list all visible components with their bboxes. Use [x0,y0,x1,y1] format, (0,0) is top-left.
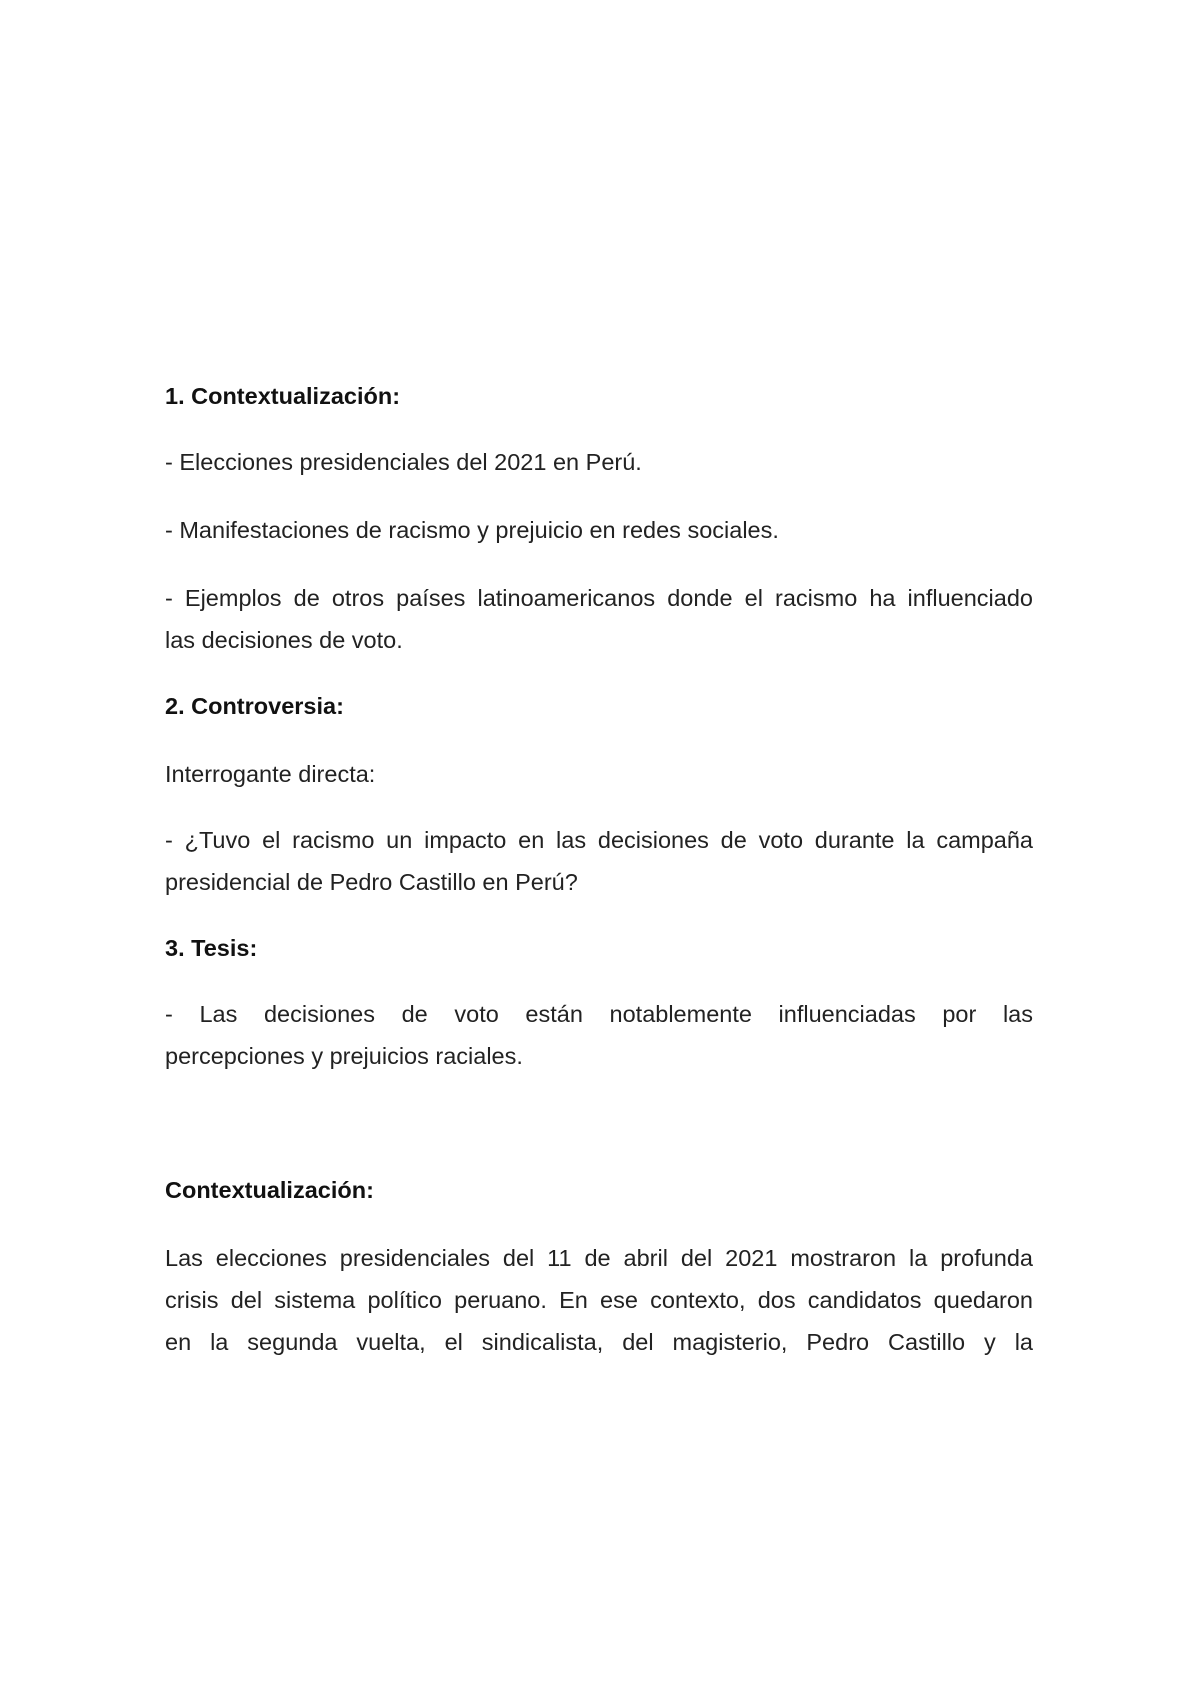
section-heading-contextualizacion: 1. Contextualización: [165,383,401,409]
bullet-ejemplos: - Ejemplos de otros países latinoamericanos donde el racismo ha influenciado [165,585,1033,611]
bullet-elecciones: - Elecciones presidenciales del 2021 en Perú. [165,449,642,475]
subheading-interrogante: Interrogante directa: [165,761,376,787]
paragraph-line-3: en la segunda vuelta, el sindicalista, del magisterio, Pedro Castillo y la [165,1329,1033,1355]
section-heading-tesis: 3. Tesis: [165,935,258,961]
thesis-line-2: percepciones y prejuicios raciales. [165,1043,523,1069]
thesis-line-1: - Las decisiones de voto están notablemente influenciadas por las [165,1001,1033,1027]
paragraph-line-2: crisis del sistema político peruano. En ese contexto, dos candidatos quedaron [165,1287,1033,1313]
section-heading-contextualizacion-2: Contextualización: [165,1177,374,1203]
bullet-ejemplos-continued: las decisiones de voto. [165,627,403,653]
question-line-1: - ¿Tuvo el racismo un impacto en las decisiones de voto durante la campaña [165,827,1033,853]
question-line-2: presidencial de Pedro Castillo en Perú? [165,869,578,895]
section-heading-controversia: 2. Controversia: [165,693,344,719]
paragraph-line-1: Las elecciones presidenciales del 11 de abril del 2021 mostraron la profunda [165,1245,1033,1271]
bullet-manifestaciones: - Manifestaciones de racismo y prejuicio en redes sociales. [165,517,779,543]
